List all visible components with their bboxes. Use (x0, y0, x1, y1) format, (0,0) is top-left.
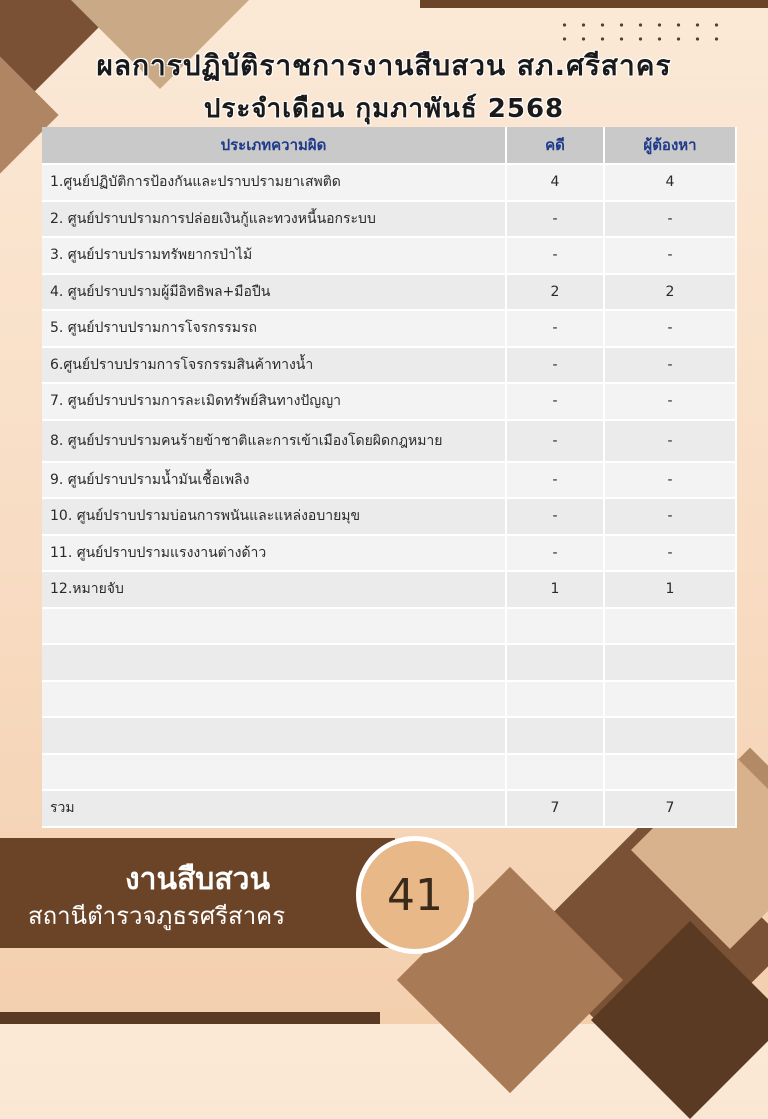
offense-type-cell (42, 717, 506, 754)
report-subtitle: ประจำเดือน กุมภาพันธ์ 2568 (203, 94, 565, 124)
offense-type-cell (42, 608, 506, 645)
suspects-cell: - (604, 310, 736, 347)
report-table (42, 127, 737, 828)
suspects-cell: 4 (604, 164, 736, 201)
offense-type-cell: 3. ศูนย์ปราบปรามทรัพยากรป่าไม้ (42, 237, 506, 274)
offense-type-cell: 9. ศูนย์ปราบปรามน้ำมันเชื้อเพลิง (42, 462, 506, 499)
cases-cell: - (506, 201, 604, 238)
offense-type-cell (42, 754, 506, 791)
offense-type-cell: 10. ศูนย์ปราบปรามบ่อนการพนันและแหล่งอบายมุข (42, 498, 506, 535)
offense-type-cell: 5. ศูนย์ปราบปรามการโจรกรรมรถ (42, 310, 506, 347)
column-header-cases: คดี (506, 127, 604, 164)
table-row (42, 201, 736, 238)
table-row (42, 420, 736, 462)
cases-cell: 4 (506, 164, 604, 201)
suspects-cell (604, 608, 736, 645)
cases-cell: - (506, 498, 604, 535)
table-row (42, 310, 736, 347)
offense-type-cell: 2. ศูนย์ปราบปรามการปล่อยเงินกู้และทวงหนี้นอกระบบ (42, 201, 506, 238)
unit-banner (0, 838, 395, 948)
cases-cell: - (506, 310, 604, 347)
table-row-empty (42, 608, 736, 645)
suspects-cell: - (604, 237, 736, 274)
report-title: ผลการปฏิบัติราชการงานสืบสวน สภ.ศรีสาคร (96, 49, 672, 82)
offense-type-cell: 11. ศูนย์ปราบปรามแรงงานต่างด้าว (42, 535, 506, 572)
table-row (42, 462, 736, 499)
cases-cell (506, 644, 604, 681)
table-row-empty (42, 754, 736, 791)
cases-cell (506, 754, 604, 791)
total-label-cell: รวม (42, 790, 506, 827)
table-row (42, 347, 736, 384)
table-row-empty (42, 717, 736, 754)
total-cases-cell: 7 (506, 790, 604, 827)
decor-bottom-bar (0, 1012, 380, 1024)
cases-cell: - (506, 420, 604, 462)
offense-type-cell: 12.หมายจับ (42, 571, 506, 608)
decor-top-bar (420, 0, 768, 8)
table-header-row (42, 127, 736, 164)
offense-type-cell (42, 681, 506, 718)
cases-cell (506, 717, 604, 754)
suspects-cell: - (604, 201, 736, 238)
offense-type-cell: 1.ศูนย์ปฏิบัติการป้องกันและปราบปรามยาเสพติด (42, 164, 506, 201)
suspects-cell (604, 644, 736, 681)
suspects-cell (604, 754, 736, 791)
column-header-suspects: ผู้ต้องหา (604, 127, 736, 164)
cases-cell (506, 681, 604, 718)
table-row-empty (42, 681, 736, 718)
suspects-cell: 2 (604, 274, 736, 311)
table-row (42, 164, 736, 201)
unit-name: งานสืบสวน (124, 862, 271, 897)
page-number-badge: 41 (356, 836, 474, 954)
cases-cell: 2 (506, 274, 604, 311)
cases-cell: - (506, 237, 604, 274)
station-name: สถานีตำรวจภูธรศรีสาคร (28, 902, 286, 930)
cases-cell (506, 608, 604, 645)
cases-cell: 1 (506, 571, 604, 608)
suspects-cell: - (604, 535, 736, 572)
table-row (42, 571, 736, 608)
suspects-cell (604, 717, 736, 754)
table-row (42, 498, 736, 535)
suspects-cell: - (604, 420, 736, 462)
offense-type-cell: 7. ศูนย์ปราบปรามการละเมิดทรัพย์สินทางปัญญา (42, 383, 506, 420)
table-row (42, 535, 736, 572)
cases-cell: - (506, 462, 604, 499)
suspects-cell: - (604, 462, 736, 499)
table-row (42, 383, 736, 420)
cases-cell: - (506, 347, 604, 384)
table-row (42, 274, 736, 311)
suspects-cell: 1 (604, 571, 736, 608)
offense-type-cell: 6.ศูนย์ปราบปรามการโจรกรรมสินค้าทางน้ำ (42, 347, 506, 384)
offense-type-cell: 4. ศูนย์ปราบปรามผู้มีอิทธิพล+มือปืน (42, 274, 506, 311)
table-total-row (42, 790, 736, 827)
cases-cell: - (506, 383, 604, 420)
suspects-cell: - (604, 498, 736, 535)
offense-type-cell (42, 644, 506, 681)
table-row-empty (42, 644, 736, 681)
total-suspects-cell: 7 (604, 790, 736, 827)
offense-type-cell: 8. ศูนย์ปราบปรามคนร้ายข้าชาติและการเข้าเมืองโดยผิดกฎหมาย (42, 420, 506, 462)
cases-cell: - (506, 535, 604, 572)
suspects-cell (604, 681, 736, 718)
suspects-cell: - (604, 347, 736, 384)
column-header-offense-type: ประเภทความผิด (42, 127, 506, 164)
suspects-cell: - (604, 383, 736, 420)
table-row (42, 237, 736, 274)
